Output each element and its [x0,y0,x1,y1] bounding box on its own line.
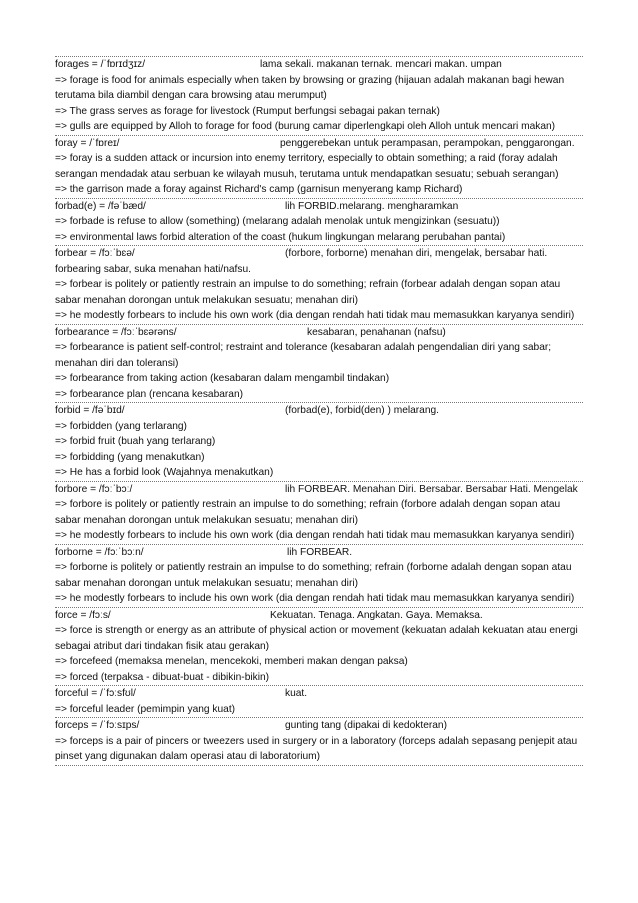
dictionary-entry [55,718,583,766]
entry-meaning: penggerebekan untuk perampasan, perampokan, penggarongan. [280,137,575,149]
entry-example-line: => the garrison made a foray against Richard's camp (garnisun menyerang kamp Richard) [55,184,463,195]
entry-headline [55,482,583,498]
dictionary-entry [55,246,583,325]
entry-example-line: => forced (terpaksa - dibuat-buat - dibikin-bikin) [55,671,270,683]
entry-example-line: => He has a forbid look (Wajahnya menakutkan) [55,467,274,478]
dictionary-entry [55,57,583,136]
entry-meaning: kuat. [285,688,308,699]
entry-headline [55,136,583,152]
entry-example-line: => forage is food for animals especially when taken by browsing or grazing (hijauan adalah makanan bagi hewan terutama bila diambil dengan cara browsing atau merumput) [55,74,565,101]
entry-example-line: => gulls are equipped by Alloh to forage for food (burung camar diperlengkapi oleh Alloh untuk mencari makan) [55,121,556,132]
dictionary-entry [55,403,583,482]
entry-example-line: => he modestly forbears to include his own work (dia dengan rendah hati tidak mau memasukkan karyanya sendiri) [55,530,575,541]
entry-headline [55,718,583,734]
dictionary-entry [55,545,583,608]
entry-meaning: (forbore, forborne) menahan diri, mengelak, bersabar hati. forbearing sabar, suka menahan hati/nafsu. [55,248,548,275]
entry-example-line: => forbearance is patient self-control; restraint and tolerance (kesabaran adalah pengendalian diri yang sabar; menahan diri dan toleransi) [55,342,552,369]
entry-example-line: => foray is a sudden attack or incursion into enemy territory, especially to obtain something; a raid (foray adalah serangan mendadak atau serbuan ke wilayah musuh, terutama untuk mendapatkan sesuatu; sebuah serangan) [55,153,559,180]
entry-example-line: => forceps is a pair of pincers or tweezers used in surgery or in a laboratory (forceps adalah sepasang penjepit atau pinset yang digunakan dalam operasi atau di laboratorium) [55,735,578,762]
entry-meaning: lih FORBEAR. Menahan Diri. Bersabar. Bersabar Hati. Mengelak [285,483,578,495]
entry-example-line: => forbade is refuse to allow (something) (melarang adalah menolak untuk mengizinkan (sesuatu)) [55,216,500,227]
entry-term: force = /fɔːs/ [55,609,111,621]
entry-term: forbore = /fɔːˈbɔː/ [55,483,133,495]
entry-headline [55,403,583,419]
dictionary-entry [55,199,583,247]
entry-term: forborne = /fɔːˈbɔːn/ [55,546,144,558]
entry-term: forceps = /ˈfɔːsɪps/ [55,720,140,731]
entry-meaning: lih FORBEAR. [287,546,353,558]
entry-term: forbear = /fɔːˈbɛə/ [55,248,135,259]
entry-headline [55,246,583,277]
dictionary-entry [55,482,583,545]
dictionary-entry [55,325,583,404]
dictionary-entry [55,686,583,718]
entry-meaning: gunting tang (dipakai di kedokteran) [285,720,447,731]
dictionary-entry [55,136,583,199]
entry-term: forceful = /ˈfɔːsfʊl/ [55,688,136,699]
entry-headline [55,57,583,73]
entry-headline [55,545,583,561]
entry-example-line: => forbidding (yang menakutkan) [55,451,205,463]
entry-example-line: => forbearance plan (rencana kesabaran) [55,388,244,400]
entry-example-line: => environmental laws forbid alteration of the coast (hukum lingkungan melarang perubahan pantai) [55,231,506,243]
dictionary-document [55,56,583,766]
entry-headline [55,608,583,624]
entry-meaning: lama sekali. makanan ternak. mencari makan. umpan [260,59,502,70]
entry-example-line: => forcefeed (memaksa menelan, mencekoki, memberi makan dengan paksa) [55,656,408,667]
entry-example-line: => forceful leader (pemimpin yang kuat) [55,703,236,715]
entry-example-line: => he modestly forbears to include his own work (dia dengan rendah hati tidak mau memasukkan karyanya sendiri) [55,593,575,604]
entry-example-line: => he modestly forbears to include his own work (dia dengan rendah hati tidak mau memasukkan karyanya sendiri) [55,310,575,321]
entry-term: forbad(e) = /fəˈbæd/ [55,200,146,212]
entry-example-line: => forbearance from taking action (kesabaran dalam mengambil tindakan) [55,373,390,384]
entry-example-line: => force is strength or energy as an attribute of physical action or movement (kekuatan adalah kekuatan atau energi sebagai atribut dari tindakan fisik atau gerakan) [55,625,578,652]
entry-term: foray = /ˈfɒreɪ/ [55,137,120,149]
entry-example-line: => forbear is politely or patiently restrain an impulse to do something; refrain (forbear adalah dengan sopan atau sabar menahan dorongan untuk melakukan sesuatu; menahan diri) [55,279,561,306]
entry-meaning: lih FORBID.melarang. mengharamkan [285,200,459,212]
entry-term: forbearance = /fɔːˈbɛərəns/ [55,326,177,338]
dictionary-entry [55,608,583,687]
entry-headline [55,686,583,702]
entry-example-line: => forbid fruit (buah yang terlarang) [55,436,216,447]
entry-meaning: Kekuatan. Tenaga. Angkatan. Gaya. Memaksa. [270,609,483,621]
entry-example-line: => forbore is politely or patiently restrain an impulse to do something; refrain (forbore adalah dengan sopan atau sabar menahan dorongan untuk melakukan sesuatu; menahan diri) [55,499,561,526]
entry-example-line: => forbidden (yang terlarang) [55,420,187,432]
entry-term: forbid = /fəˈbɪd/ [55,405,125,416]
entry-headline [55,199,583,215]
entry-example-line: => forborne is politely or patiently restrain an impulse to do something; refrain (forborne adalah dengan sopan atau sabar menahan dorongan untuk melakukan sesuatu; menahan diri) [55,562,572,589]
entry-headline [55,325,583,341]
entry-example-line: => The grass serves as forage for livestock (Rumput berfungsi sebagai pakan ternak) [55,105,440,117]
entry-term: forages = /ˈfɒrɪdʒɪz/ [55,59,146,70]
entry-meaning: (forbad(e), forbid(den) ) melarang. [285,405,440,416]
entry-meaning: kesabaran, penahanan (nafsu) [307,326,446,338]
